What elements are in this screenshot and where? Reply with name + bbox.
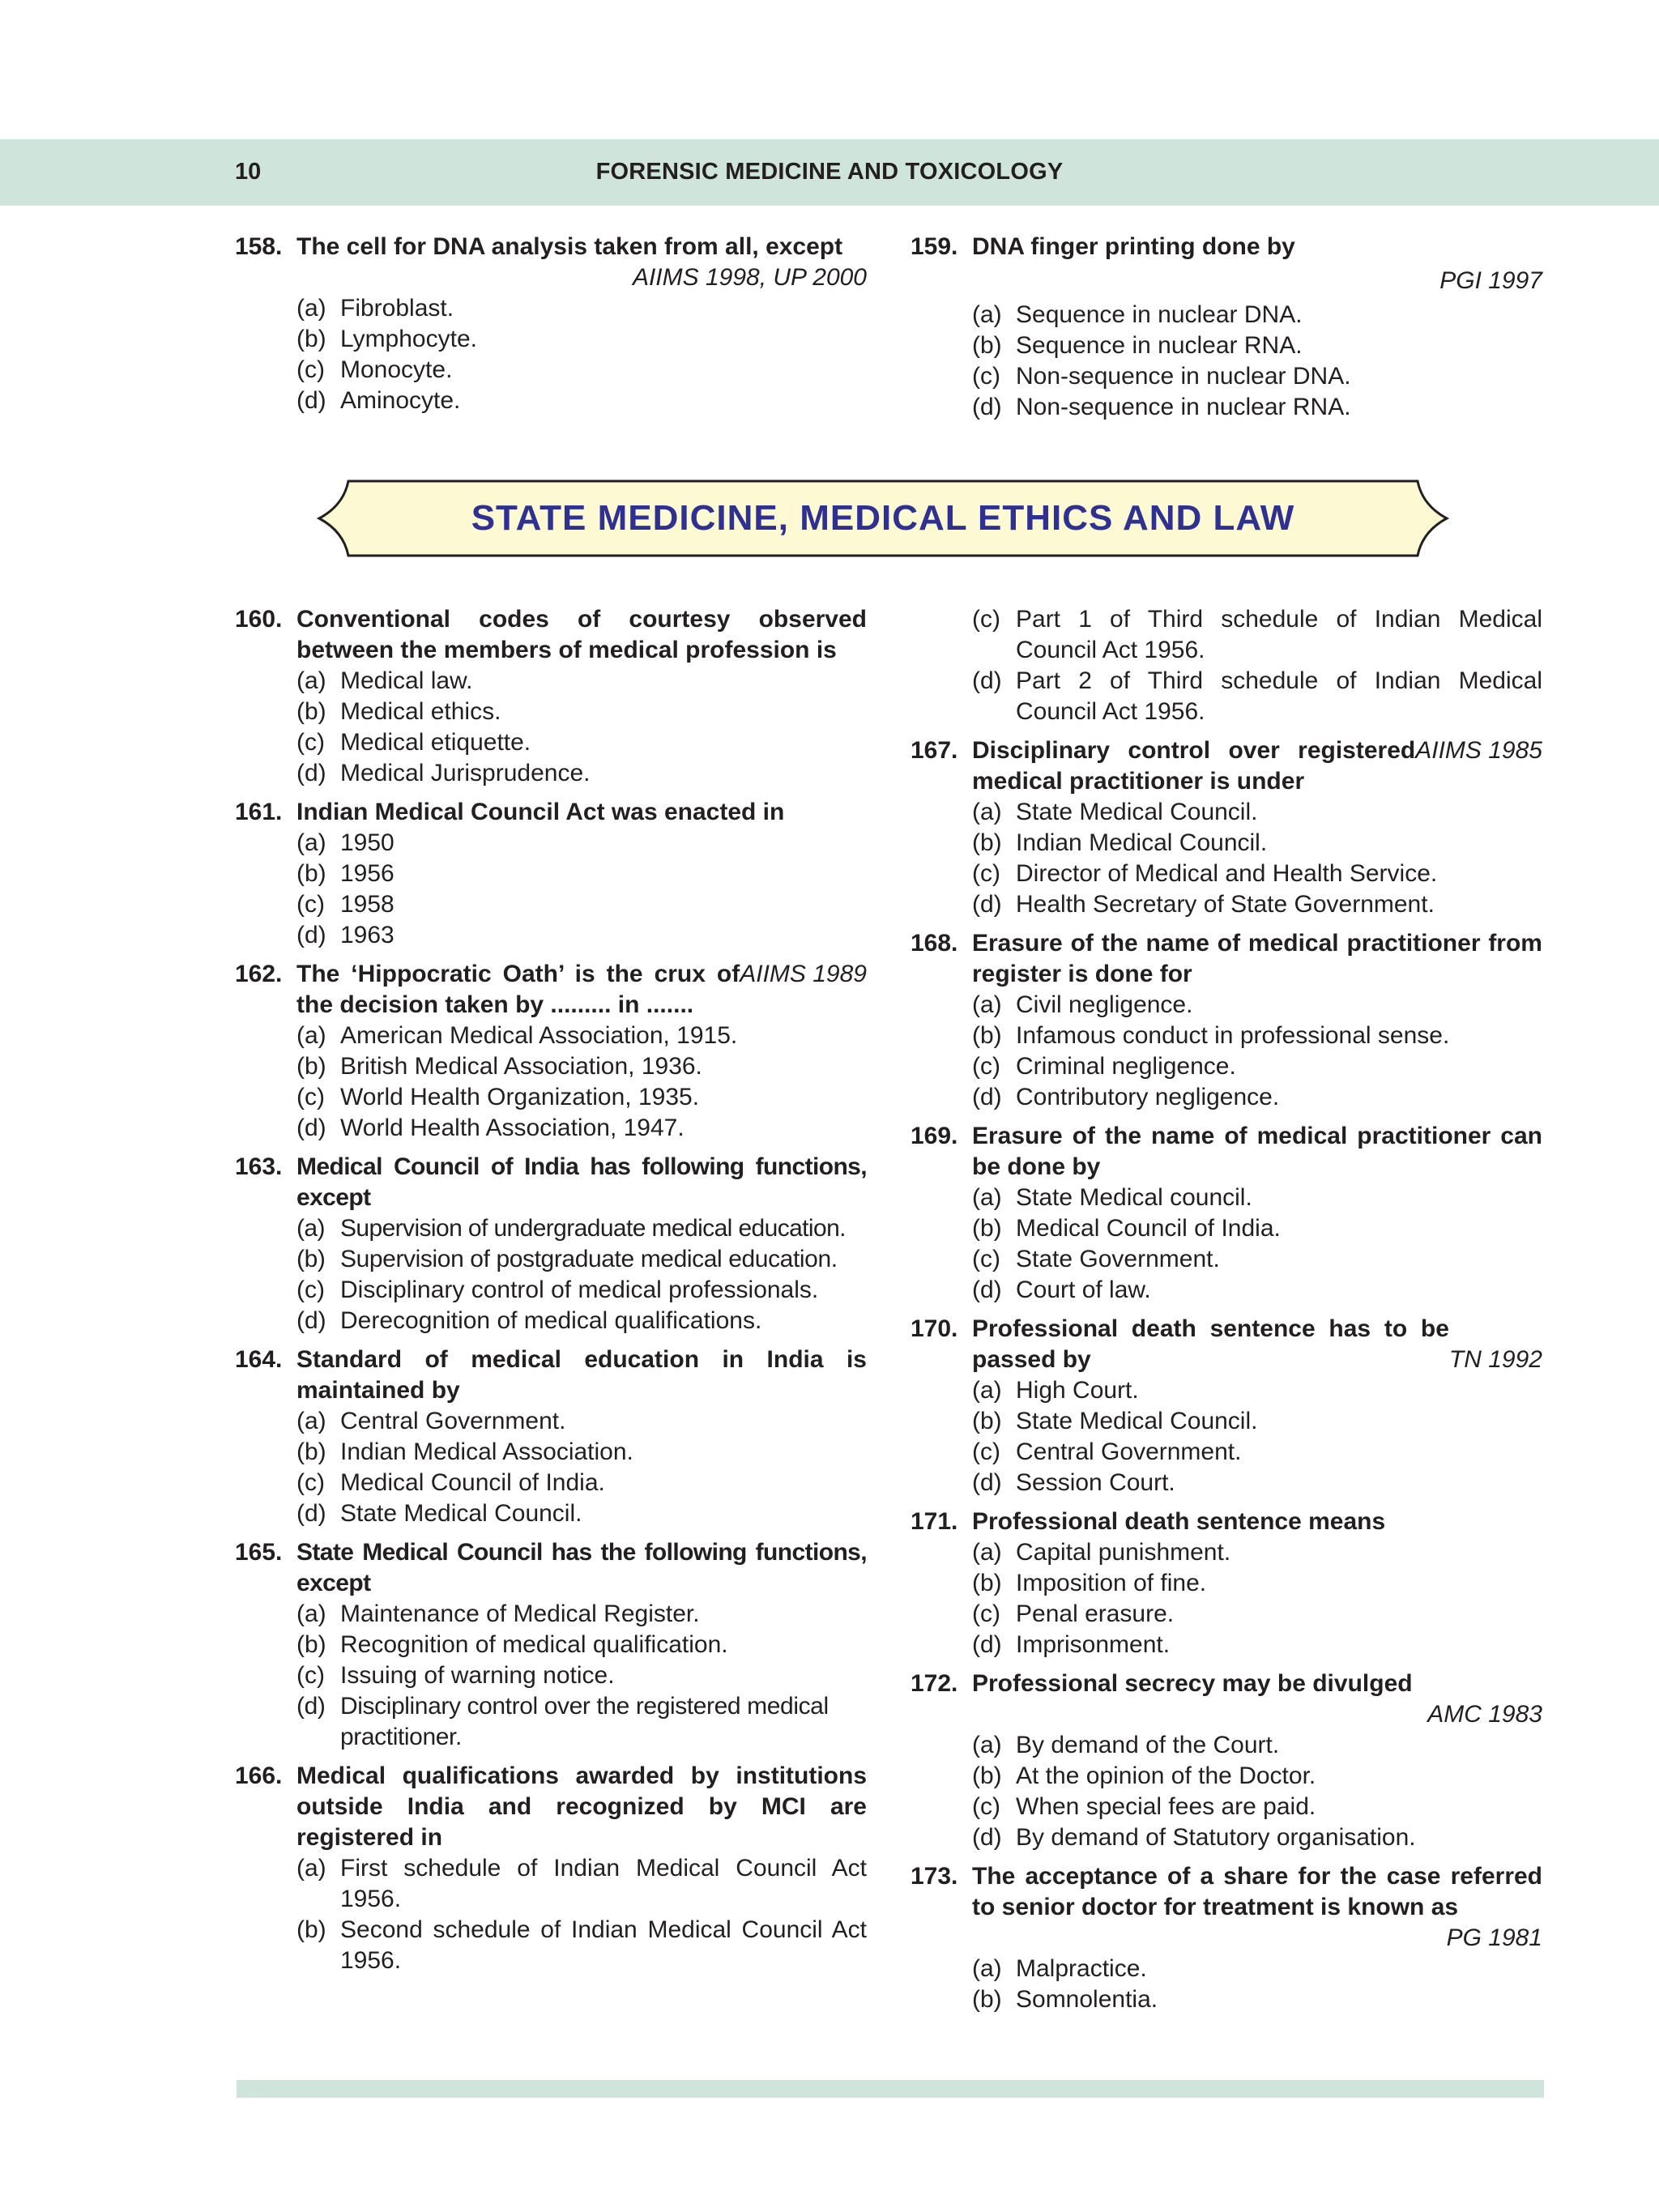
option-label: (b) [972,1215,1002,1242]
right-column [911,604,1542,2023]
option-a [235,666,867,697]
question-text: The ‘Hippocratic Oath’ is the crux of the decision taken by ......... in ....... [296,961,740,1018]
option-label: (d) [296,387,326,414]
question-number: 167. [911,737,958,764]
option-a [911,990,1542,1021]
question-text-wrap [972,735,1542,797]
option-text: Medical Council of India. [340,1469,605,1496]
option-label: (a) [972,1377,1002,1404]
question-164 [235,1345,867,1529]
option-label: (c) [296,1662,325,1689]
option-d [235,1306,867,1336]
section-banner [316,478,1450,559]
top-right-column [911,232,1542,431]
option-label: (a) [972,1732,1002,1758]
option-text: Disciplinary control over the registered medical practitioner. [340,1693,829,1750]
option-a [235,1853,867,1915]
footer-rule [237,2080,1544,2098]
option-d [911,889,1542,920]
option-label: (c) [972,363,1000,390]
question-text: Indian Medical Council Act was enacted in [296,799,785,825]
option-label: (a) [296,295,326,322]
option-c [911,1437,1542,1468]
exam-source: AIIMS 1989 [740,961,867,987]
question-170 [911,1314,1542,1498]
option-b [235,1915,867,1976]
question-number: 172. [911,1670,958,1697]
option-d [235,1113,867,1144]
option-text: Director of Medical and Health Service. [1016,860,1438,887]
question-number: 162. [235,961,283,987]
option-label: (a) [296,667,326,694]
option-label: (b) [972,332,1002,359]
option-text: Supervision of postgraduate medical education. [340,1246,838,1272]
option-label: (a) [972,991,1002,1018]
option-b [235,1437,867,1468]
exam-source: PG 1981 [1446,1924,1542,1951]
option-label: (d) [972,1631,1002,1658]
option-c [911,1244,1542,1275]
option-label: (b) [972,1570,1002,1596]
option-text: State Medical Council. [1016,799,1258,825]
option-text: Malpractice. [1016,1955,1147,1982]
option-label: (d) [296,1500,326,1527]
option-label: (d) [296,760,326,786]
exam-source: AMC 1983 [1427,1701,1542,1728]
option-c [911,859,1542,889]
option-label: (a) [972,1955,1002,1982]
option-text: By demand of the Court. [1016,1732,1280,1758]
option-label: (a) [296,1022,326,1049]
option-c [235,1082,867,1113]
option-label: (c) [296,1276,325,1303]
option-text: American Medical Association, 1915. [340,1022,738,1049]
question-165 [235,1537,867,1753]
option-label: (c) [296,1469,325,1496]
option-label: (d) [296,1693,326,1720]
question-number: 166. [235,1762,283,1789]
option-a [911,797,1542,828]
option-label: (d) [296,1115,326,1141]
option-text: Fibroblast. [340,295,454,322]
option-text: Medical ethics. [340,698,501,725]
question-text: Professional death sentence has to be passed by [972,1315,1449,1373]
exam-source: AIIMS 1998, UP 2000 [632,264,867,291]
option-text: Indian Medical Association. [340,1438,633,1465]
question-number: 171. [911,1508,958,1535]
option-b [911,1568,1542,1599]
option-a [911,1537,1542,1568]
option-text: Recognition of medical qualification. [340,1631,728,1658]
option-label: (a) [972,799,1002,825]
option-label: (b) [296,698,326,725]
option-label: (c) [972,1053,1000,1080]
option-text: High Court. [1016,1377,1139,1404]
option-b [911,1984,1542,2015]
option-text: Sequence in nuclear RNA. [1016,332,1303,359]
option-label: (a) [296,1408,326,1434]
option-label: (d) [972,1469,1002,1496]
option-label: (c) [972,1246,1000,1272]
option-b [235,859,867,889]
question-number: 164. [235,1346,283,1373]
option-d [235,1498,867,1529]
option-text: Imposition of fine. [1016,1570,1207,1596]
question-text: Medical qualifications awarded by institutions outside India and recognized by MCI are registered in [296,1762,867,1851]
question-169 [911,1121,1542,1306]
option-text: Contributory negligence. [1016,1084,1280,1110]
question-158 [235,232,867,416]
page-number: 10 [235,159,262,185]
option-label: (b) [296,1916,326,1943]
question-163 [235,1152,867,1336]
option-text: Non-sequence in nuclear DNA. [1016,363,1351,390]
option-text: Civil negligence. [1016,991,1193,1018]
question-number: 169. [911,1123,958,1149]
option-text: Medical Council of India. [1016,1215,1281,1242]
option-text: First schedule of Indian Medical Council Act 1956. [340,1855,867,1912]
option-label: (c) [972,1438,1000,1465]
option-label: (a) [296,1215,325,1242]
option-text: 1956 [340,860,394,887]
option-text: Capital punishment. [1016,1539,1231,1566]
option-c [235,727,867,758]
question-text: Erasure of the name of medical practitioner from register is done for [972,930,1542,987]
question-171 [911,1507,1542,1660]
option-text: World Health Organization, 1935. [340,1084,700,1110]
question-173 [911,1861,1542,2015]
question-166-continued [911,604,1542,727]
option-text: Medical Jurisprudence. [340,760,591,786]
option-text: State Medical Council. [1016,1408,1258,1434]
option-text: Lymphocyte. [340,326,477,352]
option-label: (b) [296,1438,326,1465]
option-label: (c) [296,729,325,756]
question-text: Standard of medical education in India is maintained by [296,1346,867,1404]
option-d [911,666,1542,727]
option-label: (d) [972,667,1002,694]
option-c [911,1792,1542,1822]
option-b [235,697,867,727]
option-b [911,828,1542,859]
option-text: State Medical council. [1016,1184,1252,1211]
option-text: Health Secretary of State Government. [1016,891,1435,918]
option-text: Medical law. [340,667,473,694]
exam-source: AIIMS 1985 [1415,737,1542,764]
option-c [235,1468,867,1498]
question-number: 161. [235,799,283,825]
option-a [235,828,867,859]
question-166 [235,1761,867,1976]
option-a [911,1730,1542,1761]
option-c [235,355,867,386]
option-b [911,330,1542,361]
option-a [235,1213,867,1244]
question-172 [911,1669,1542,1853]
option-text: Criminal negligence. [1016,1053,1236,1080]
option-label: (a) [296,1855,326,1882]
option-label: (b) [972,1762,1002,1789]
option-c [911,1051,1542,1082]
option-label: (b) [296,1246,326,1272]
option-text: Monocyte. [340,356,453,383]
option-c [911,604,1542,666]
question-text: Professional death sentence means [972,1508,1386,1535]
question-number: 165. [235,1539,283,1566]
question-number: 159. [911,233,958,260]
option-text: Medical etiquette. [340,729,531,756]
option-c [235,1275,867,1306]
option-label: (d) [972,1824,1002,1851]
option-label: (d) [972,1084,1002,1110]
section-title: STATE MEDICINE, MEDICAL ETHICS AND LAW [471,498,1295,538]
option-label: (b) [972,1408,1002,1434]
option-b [911,1406,1542,1437]
option-label: (b) [296,326,326,352]
option-label: (a) [972,1184,1002,1211]
option-text: Court of law. [1016,1276,1151,1303]
question-text: Medical Council of India has following functions, except [296,1153,867,1211]
option-text: Supervision of undergraduate medical education. [340,1215,846,1242]
option-text: Disciplinary control of medical professionals. [340,1276,819,1303]
option-label: (c) [972,1600,1000,1627]
option-label: (c) [972,860,1000,887]
option-c [911,361,1542,392]
option-d [911,392,1542,423]
option-d [911,1468,1542,1498]
option-label: (b) [972,1022,1002,1049]
option-b [911,1761,1542,1792]
question-number: 173. [911,1863,958,1890]
question-text: State Medical Council has the following functions, except [296,1539,867,1596]
option-text: Central Government. [340,1408,566,1434]
question-162 [235,959,867,1144]
option-text: State Medical Council. [340,1500,582,1527]
option-label: (d) [296,922,326,948]
option-text: Somnolentia. [1016,1986,1158,2013]
question-number: 158. [235,233,283,260]
question-number: 163. [235,1153,283,1180]
question-text: DNA finger printing done by [972,233,1295,260]
option-text: Imprisonment. [1016,1631,1171,1658]
option-text: British Medical Association, 1936. [340,1053,702,1080]
option-label: (d) [972,394,1002,420]
option-label: (c) [296,1084,325,1110]
option-text: Issuing of warning notice. [340,1662,615,1689]
option-text: Sequence in nuclear DNA. [1016,301,1303,328]
option-label: (c) [972,606,1000,633]
question-number: 168. [911,930,958,957]
option-label: (d) [972,1276,1002,1303]
question-number: 170. [911,1315,958,1342]
option-label: (c) [296,356,325,383]
question-161 [235,797,867,951]
option-label: (c) [972,1793,1000,1820]
running-title: FORENSIC MEDICINE AND TOXICOLOGY [595,159,1064,185]
question-text: The acceptance of a share for the case referred to senior doctor for treatment is known as [972,1863,1542,1920]
option-c [235,889,867,920]
option-a [235,1406,867,1437]
option-b [235,1244,867,1275]
question-text: Erasure of the name of medical practitioner can be done by [972,1123,1542,1180]
option-label: (a) [972,1539,1002,1566]
exam-source: PGI 1997 [1439,267,1542,294]
option-text: Session Court. [1016,1469,1175,1496]
option-text: Part 1 of Third schedule of Indian Medical Council Act 1956. [1016,606,1542,663]
question-text-wrap [972,1314,1542,1375]
question-text: The cell for DNA analysis taken from all, except [296,233,843,260]
question-text: Professional secrecy may be divulged [972,1670,1413,1697]
option-label: (b) [296,1053,326,1080]
option-d [235,1691,867,1753]
option-a [235,1021,867,1051]
option-text: Non-sequence in nuclear RNA. [1016,394,1351,420]
option-text: State Government. [1016,1246,1220,1272]
option-d [235,758,867,789]
option-text: Derecognition of medical qualifications. [340,1307,762,1334]
option-label: (c) [296,891,325,918]
option-label: (b) [972,829,1002,856]
option-d [911,1630,1542,1660]
question-number: 160. [235,606,283,633]
option-label: (b) [296,1631,326,1658]
option-d [911,1822,1542,1853]
option-d [235,386,867,416]
option-b [235,1051,867,1082]
question-167 [911,735,1542,920]
question-160 [235,604,867,789]
option-text: Penal erasure. [1016,1600,1175,1627]
option-text: Aminocyte. [340,387,461,414]
option-label: (d) [972,891,1002,918]
option-label: (a) [296,829,326,856]
option-a [235,293,867,324]
option-a [911,1954,1542,1984]
option-a [911,300,1542,330]
option-text: Infamous conduct in professional sense. [1016,1022,1450,1049]
option-a [911,1183,1542,1213]
question-168 [911,928,1542,1113]
option-label: (b) [296,860,326,887]
option-text: 1950 [340,829,394,856]
option-text: 1963 [340,922,394,948]
option-d [235,920,867,951]
option-text: Second schedule of Indian Medical Council Act 1956. [340,1916,867,1974]
top-left-column [235,232,867,424]
question-159 [911,232,1542,423]
option-text: 1958 [340,891,394,918]
option-label: (a) [296,1600,326,1627]
option-text: At the opinion of the Doctor. [1016,1762,1316,1789]
option-a [911,1375,1542,1406]
option-text: Maintenance of Medical Register. [340,1600,700,1627]
option-d [911,1082,1542,1113]
option-text: Indian Medical Council. [1016,829,1268,856]
option-text: Central Government. [1016,1438,1242,1465]
option-text: Part 2 of Third schedule of Indian Medical Council Act 1956. [1016,667,1542,725]
option-b [911,1021,1542,1051]
question-text-wrap [296,959,867,1021]
option-c [235,1660,867,1691]
question-text: Disciplinary control over registered medical practitioner is under [972,737,1416,795]
exam-source: TN 1992 [1448,1346,1542,1373]
option-b [911,1213,1542,1244]
option-text: World Health Association, 1947. [340,1115,684,1141]
option-label: (d) [296,1307,326,1334]
option-b [235,1630,867,1660]
option-label: (a) [972,301,1002,328]
option-a [235,1599,867,1630]
left-column [235,604,867,1984]
option-b [235,324,867,355]
question-text: Conventional codes of courtesy observed between the members of medical profession is [296,606,867,663]
option-c [911,1599,1542,1630]
option-d [911,1275,1542,1306]
option-label: (b) [972,1986,1002,2013]
option-text: By demand of Statutory organisation. [1016,1824,1416,1851]
option-text: When special fees are paid. [1016,1793,1316,1820]
